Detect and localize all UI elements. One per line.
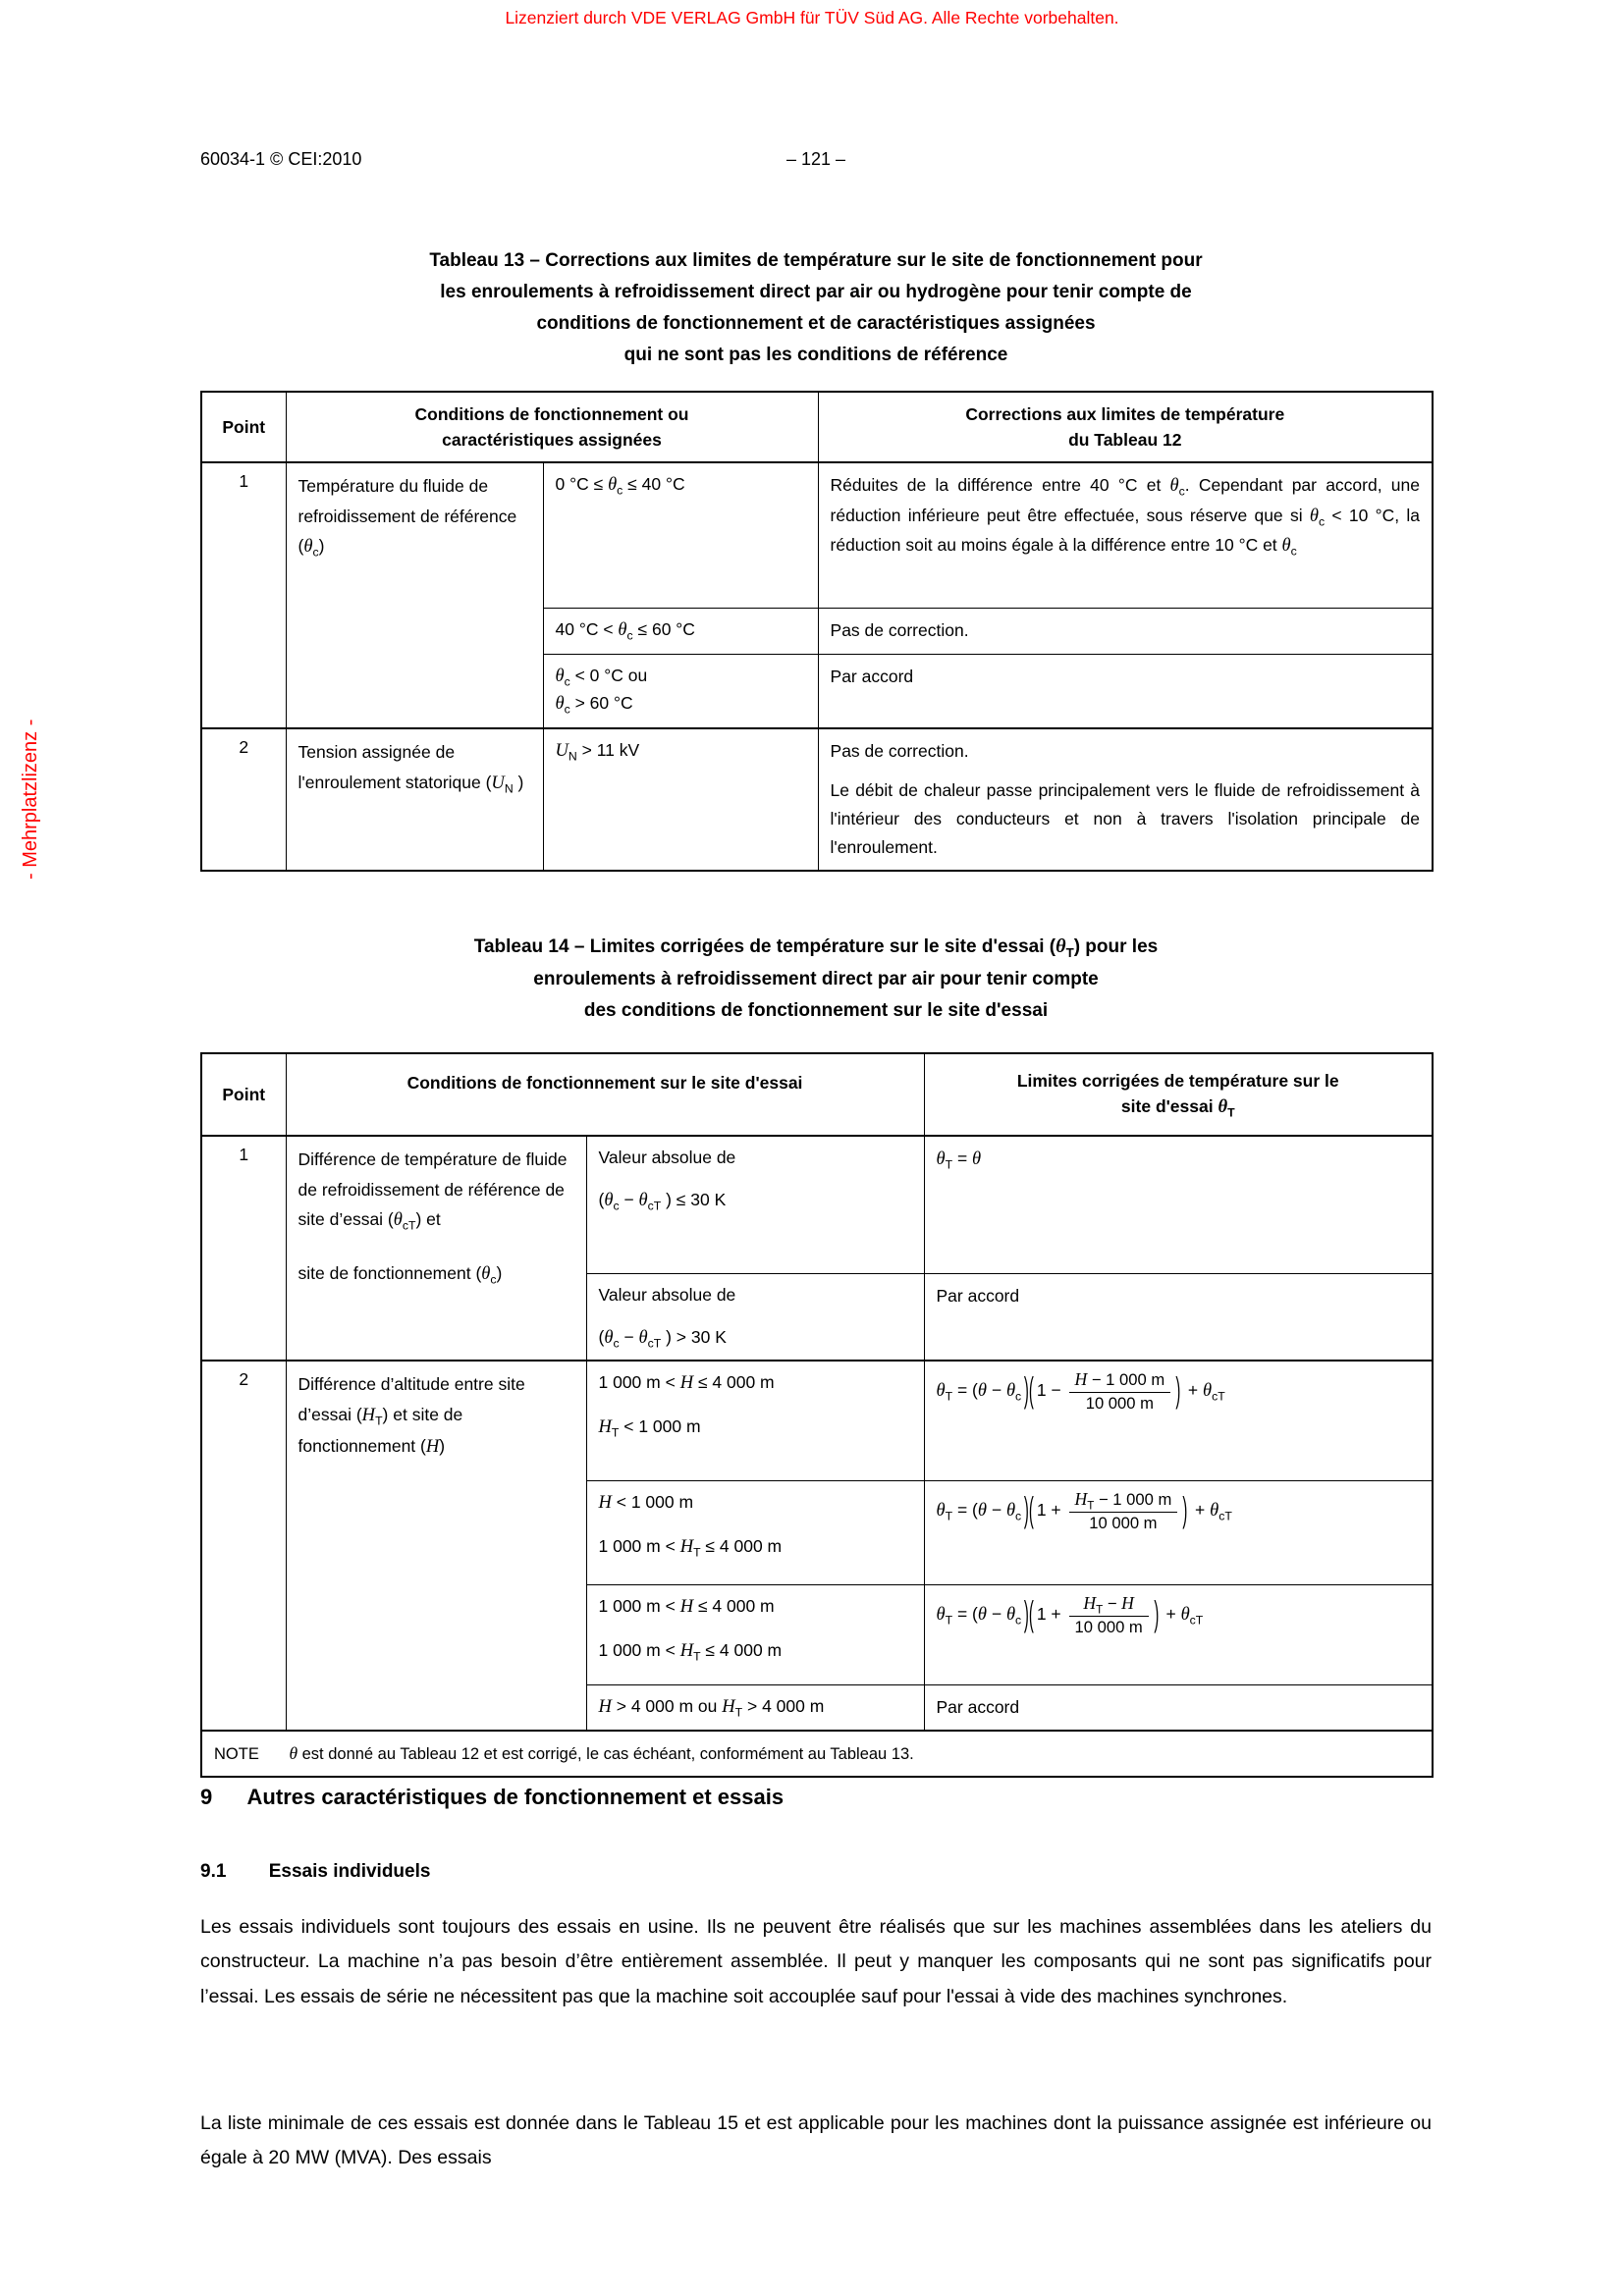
section-9-1-heading (200, 1861, 430, 1883)
t14-r2a-condition-line2: $H_T < 1$ 000 m (598, 1416, 701, 1440)
t13-r2-condition: $U_N > 11$ kV (543, 728, 818, 871)
table-13-title-line: Tableau 13 – Corrections aux limites de température sur le site de fonctionnement pour (429, 250, 1203, 271)
t13-r1c-correction: Par accord (818, 654, 1433, 728)
t14-r1a-condition-line1: Valeur absolue de (598, 1148, 736, 1167)
license-notice: Lizenziert durch VDE VERLAG GmbH für TÜV Süd AG. Alle Rechte vorbehalten. (505, 8, 1119, 27)
table-row (201, 1361, 1433, 1480)
table-13-title (200, 245, 1432, 371)
t14-r2c-condition (586, 1584, 924, 1684)
t14-r1b-condition (586, 1273, 924, 1361)
t14-r1b-limit: Par accord (924, 1273, 1433, 1361)
t13-conditions-header: Conditions de fonctionnement ou caractéristiques assignées (286, 392, 818, 462)
table-13-title-line: conditions de fonctionnement et de caractéristiques assignées (536, 312, 1096, 334)
t14-r2a-condition (586, 1361, 924, 1480)
t13-r2-correction-line1: Pas de correction. (830, 741, 969, 761)
table-14-title-line: Tableau 14 – Limites corrigées de température sur le site d'essai $(\theta_T)$ pour les (473, 935, 1159, 960)
t13-r1c-condition: $\theta_c < 0$ °C ou $\theta_c > 60$ °C (543, 654, 818, 728)
table-row (201, 462, 1433, 608)
t13-r1-description: Température du fluide de refroidissement de référence $(\theta_c)$ (286, 462, 543, 728)
t14-r2a-limit (924, 1361, 1433, 1480)
t14-r2d-condition: H > 4 000 m ou $H_T > 4$ 000 m (586, 1684, 924, 1730)
table-14-note (201, 1731, 1433, 1777)
table-13 (200, 391, 1434, 872)
table-row (201, 728, 1433, 871)
t14-r1-point: 1 (201, 1136, 286, 1361)
t14-r1b-condition-line2: ($\theta_c - \theta_{cT}$ ) > 30 K (598, 1326, 727, 1351)
t14-r2c-condition-line1: 1 000 m < H ≤ 4 000 m (598, 1595, 775, 1617)
t13-r1b-condition: 40 $^\circ C < \theta_c \le 60$ °C (543, 608, 818, 654)
t14-r1b-condition-line1: Valeur absolue de (598, 1284, 736, 1305)
t13-r1b-correction: Pas de correction. (818, 608, 1433, 654)
section-9-1-number: 9.1 (200, 1861, 227, 1882)
t14-r2b-limit (924, 1480, 1433, 1584)
section-9-1-title: Essais individuels (268, 1861, 431, 1882)
t13-r1a-condition: 0 $^\circ C \le \theta_c \le 40$ °C (543, 462, 818, 608)
watermark-mehrplatzlizenz: - Mehrplatzlizenz - (20, 719, 41, 880)
table-13-title-line: les enroulements à refroidissement direct par air ou hydrogène pour tenir compte de (440, 281, 1192, 302)
t14-r2b-formula: $\theta_T = (\theta - \theta_c$ )( 1 + $\frac{H_T - 1 000 m}{10 000 m}$ ) + $\theta_{cT}$ (936, 1488, 1232, 1532)
section-9-number: 9 (200, 1785, 213, 1809)
t14-r1-description-part2: site de fonctionnement $(\theta_c)$ (298, 1262, 503, 1287)
table-14-title-line: enroulements à refroidissement direct par air pour tenir compte (533, 968, 1099, 989)
t14-r2a-condition-line1: 1 000 m < H ≤ 4 000 m (598, 1372, 775, 1394)
t13-r2-correction (818, 728, 1433, 871)
t14-r1a-condition-line2: ($\theta_c - \theta_{cT}$ ) ≤ 30 K (598, 1190, 727, 1213)
t14-r1a-limit: $\theta_T = \theta$ (924, 1136, 1433, 1273)
t14-conditions-header: Conditions de fonctionnement sur le site d'essai (286, 1053, 924, 1136)
t13-r2-point: 2 (201, 728, 286, 871)
t14-r2c-formula: $\theta_T = (\theta - \theta_c$ )( 1 + $\frac{H_T - H}{10 000 m}$ ) + $\theta_{cT}$ (936, 1592, 1204, 1636)
t14-limits-header: Limites corrigées de température sur le site d'essai $\theta_T$ (924, 1053, 1433, 1136)
note-label: NOTE (214, 1744, 259, 1763)
section-9-heading (200, 1785, 784, 1810)
t14-r2b-condition-line2: 1 000 $m < H_T \le 4$ 000 m (598, 1535, 783, 1560)
t13-r1a-correction: Réduites de la différence entre 40 °C et $\theta_c$. Cependant par accord, une réduction inférieure peut être effectuée, sous réserve que si $\theta_c < 10$ °C, la réduction soit au moins égale à la différence entre 10 °C et $\theta_c$ (818, 462, 1433, 608)
table-14 (200, 1052, 1434, 1778)
t14-r2-description: Différence d’altitude entre site d’essai $(H_T)$ et site de fonctionnement (H) (286, 1361, 586, 1730)
table-14-header-row (201, 1053, 1433, 1136)
t13-r2-description: Tension assignée de l'enroulement statorique ($U_N$ ) (286, 728, 543, 871)
t14-r1-description-part1: Différence de température de fluide de refroidissement de référence de site d’essai $(\theta_{cT})$ et (298, 1149, 568, 1233)
t14-r1-description (286, 1136, 586, 1361)
t14-r2c-condition-line2: 1 000 $m < H_T \le 4$ 000 m (598, 1639, 783, 1664)
t13-point-header: Point (201, 392, 286, 462)
t14-r2-point: 2 (201, 1361, 286, 1730)
t14-r1a-condition (586, 1136, 924, 1273)
table-13-header-row (201, 392, 1433, 462)
page-number: – 121 – (785, 149, 846, 169)
body-paragraph-2: La liste minimale de ces essais est donnée dans le Tableau 15 et est applicable pour les machines dont la puissance assignée est inférieure ou égale à 20 MW (MVA). Des essais (200, 2112, 1432, 2169)
body-paragraph-1: Les essais individuels sont toujours des essais en usine. Ils ne peuvent être réalisés que sur les machines assemblées dans les ateliers du constructeur. La machine n’a pas besoin d’être entièrement assemblée. Il peut y manquer les composants qui ne sont pas significatifs pour l’essai. Les essais de série ne nécessitent pas que la machine soit accouplée sauf pour l'essai à vide des machines synchrones. (200, 1916, 1432, 2007)
table-14-note-row (201, 1731, 1433, 1777)
t13-r2-correction-line2: Le débit de chaleur passe principalement vers le fluide de refroidissement à l'intérieur des conducteurs et non à travers l'isolation principale de l'enroulement. (830, 780, 1421, 857)
t14-r2b-condition (586, 1480, 924, 1584)
section-9-title: Autres caractéristiques de fonctionnement et essais (246, 1785, 785, 1809)
t14-r2c-limit (924, 1584, 1433, 1684)
table-14-title (200, 931, 1432, 1027)
t14-r2d-limit: Par accord (924, 1684, 1433, 1730)
doc-reference: 60034-1 © CEI:2010 (200, 149, 362, 169)
t13-corrections-header: Corrections aux limites de température du Tableau 12 (818, 392, 1433, 462)
table-13-title-line: qui ne sont pas les conditions de référence (623, 344, 1008, 365)
note-text: θ est donné au Tableau 12 et est corrigé, le cas échéant, conformément au Tableau 13. (289, 1742, 914, 1763)
table-row (201, 1136, 1433, 1273)
t14-r2b-condition-line1: H < 1 000 m (598, 1491, 694, 1513)
t14-point-header: Point (201, 1053, 286, 1136)
table-14-title-line: des conditions de fonctionnement sur le site d'essai (583, 999, 1049, 1021)
t13-r1-point: 1 (201, 462, 286, 728)
t14-r2a-formula: $\theta_T = (\theta - \theta_c$ )( 1 − $\frac{H - 1 000 m}{10 000 m}$ ) + $\theta_{cT}$ (936, 1369, 1225, 1414)
